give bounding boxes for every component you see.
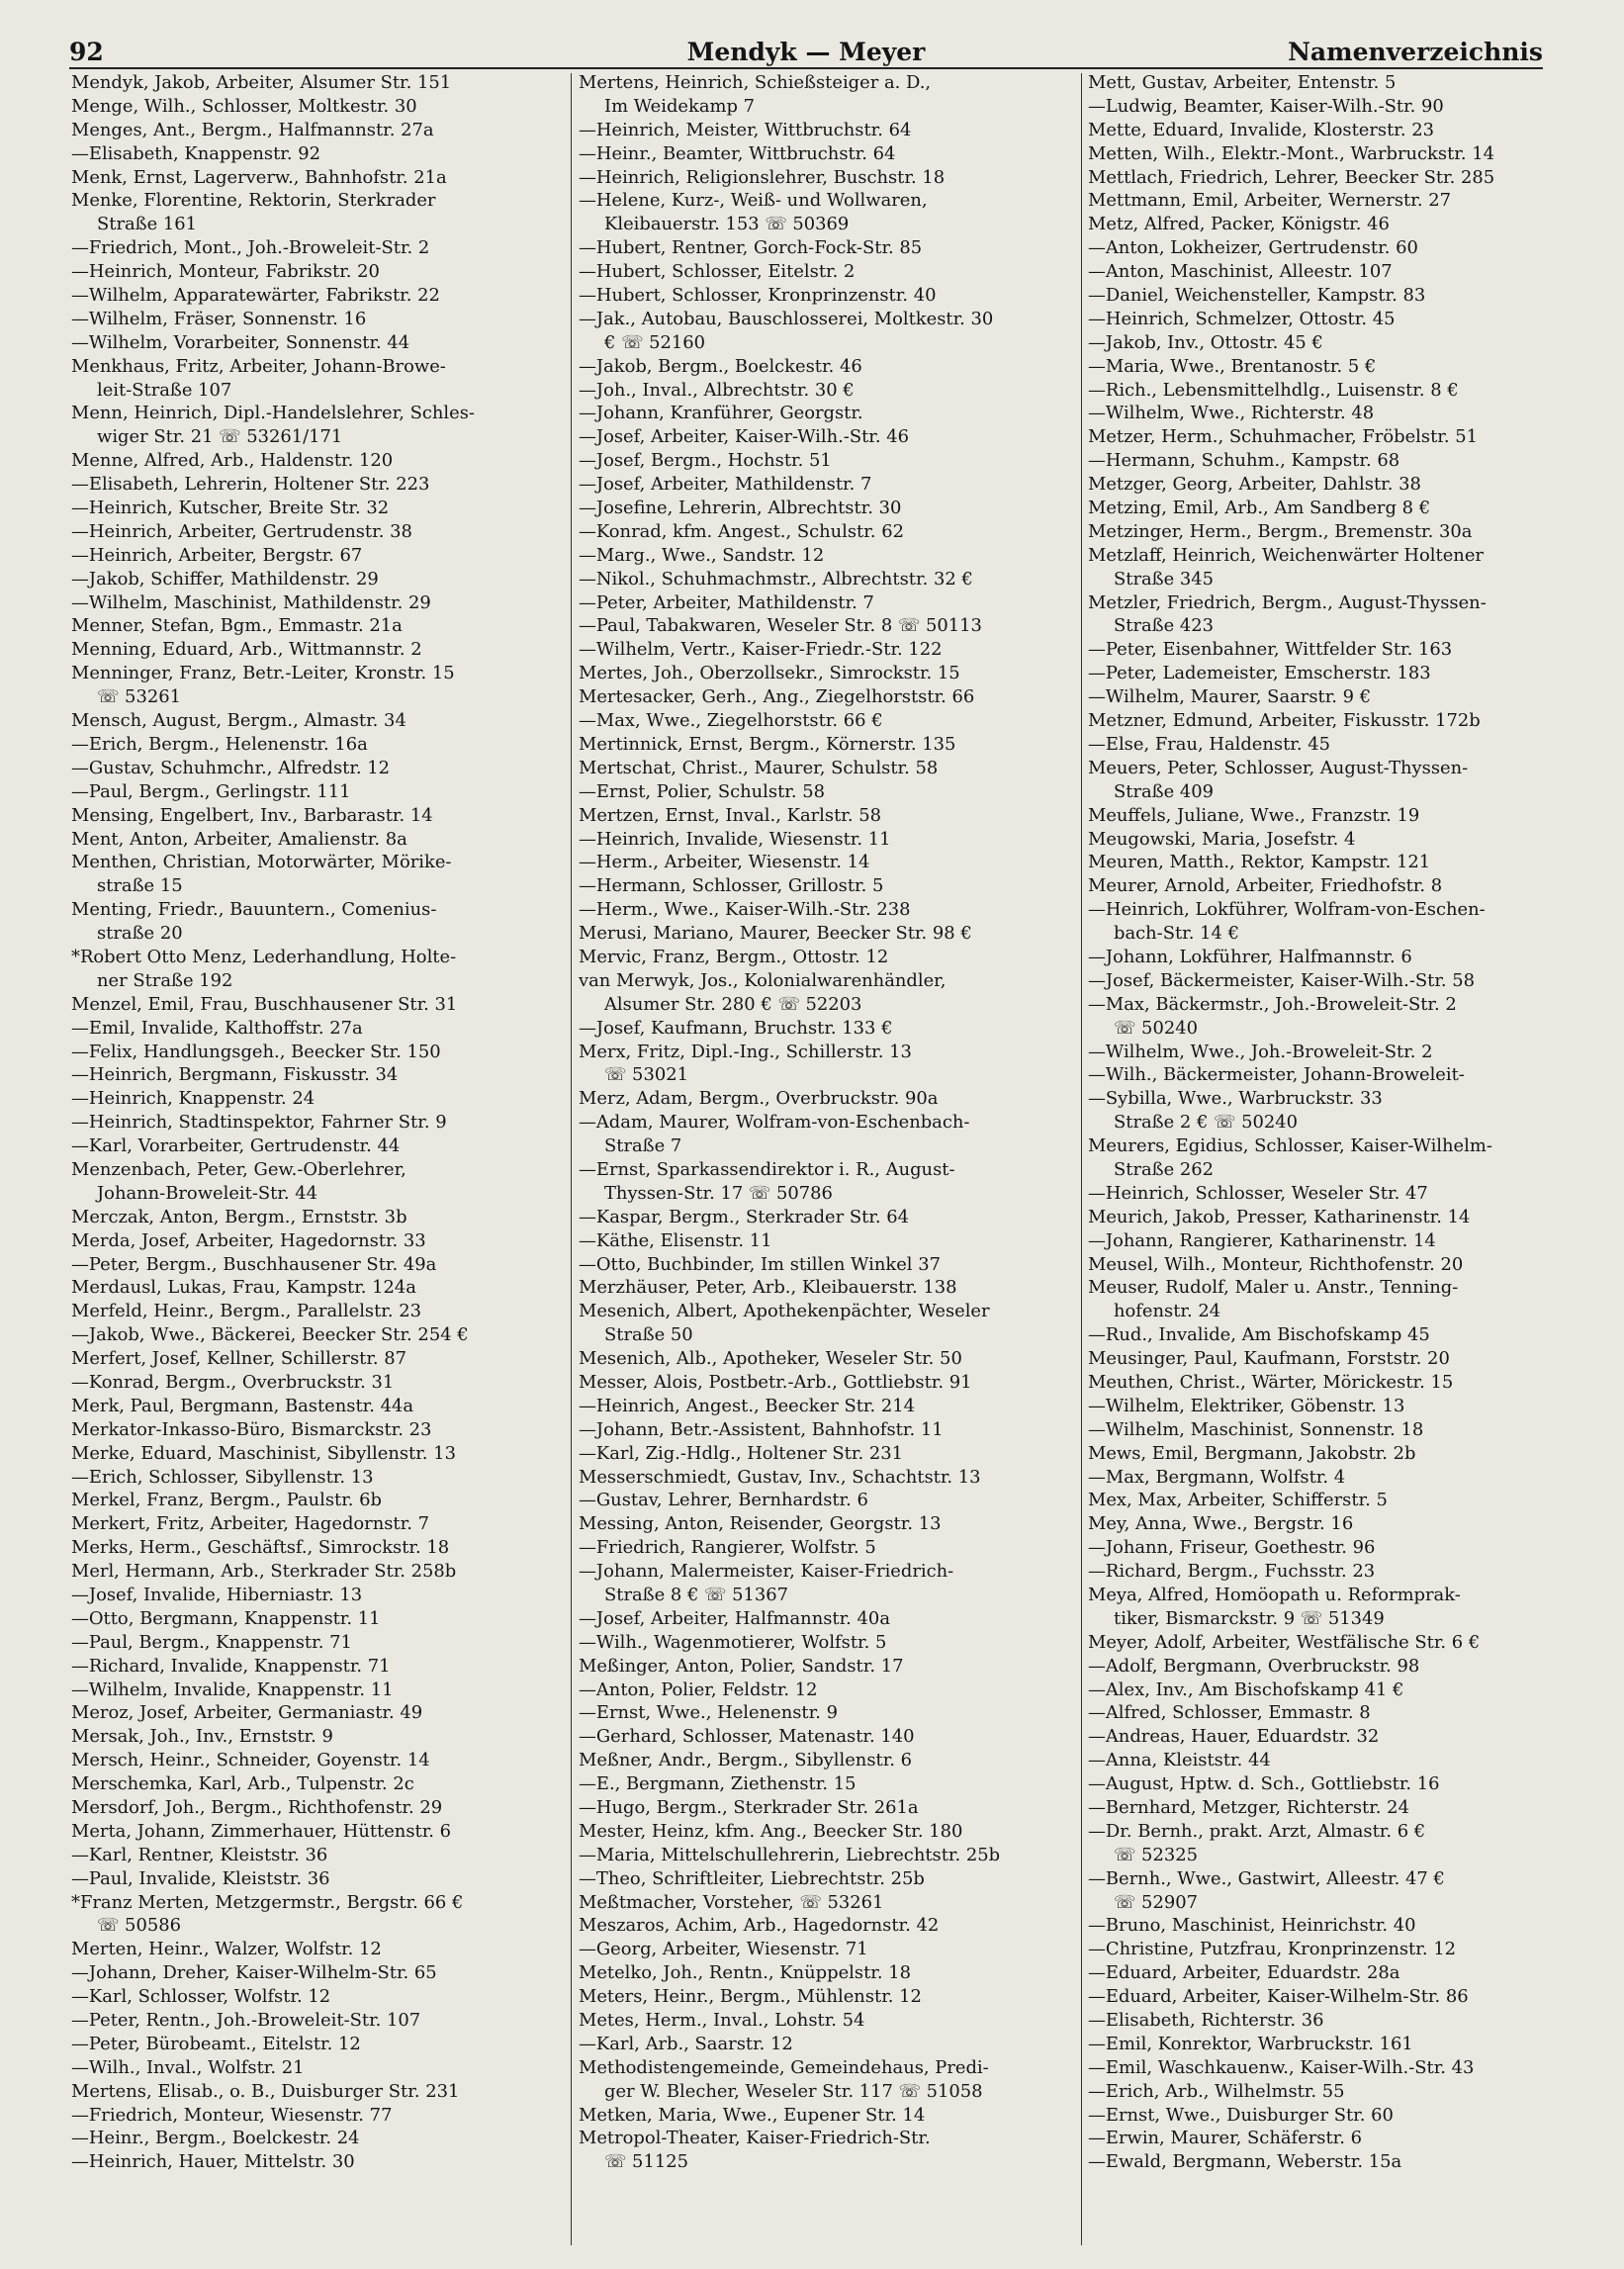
directory-entry: —Ernst, Wwe., Duisburger Str. 60: [1088, 2104, 1394, 2126]
entry-continuation: ner Straße 192: [97, 969, 233, 991]
directory-entry: —Friedrich, Monteur, Wiesenstr. 77: [71, 2104, 393, 2126]
directory-entry: Metropol-Theater, Kaiser-Friedrich-Str.: [579, 2128, 931, 2149]
directory-entry: —Elisabeth, Knappenstr. 92: [71, 142, 321, 164]
running-title: Mendyk — Meyer: [686, 38, 926, 66]
directory-entry: Menzenbach, Peter, Gew.-Oberlehrer,: [71, 1158, 406, 1180]
directory-entry: —Hubert, Schlosser, Eitelstr. 2: [579, 261, 856, 283]
directory-entry: —Emil, Konrektor, Warbruckstr. 161: [1088, 2033, 1413, 2054]
entry-continuation: ☏ 51125: [604, 2151, 688, 2173]
directory-entry: —Heinrich, Schlosser, Weseler Str. 47: [1088, 1182, 1428, 1204]
directory-entry: —Maria, Wwe., Brentanostr. 5 €: [1088, 355, 1377, 377]
directory-entry: Meszaros, Achim, Arb., Hagedornstr. 42: [579, 1915, 940, 1937]
directory-entry: —Hermann, Schuhm., Kampstr. 68: [1088, 450, 1400, 472]
directory-entry: Metken, Maria, Wwe., Eupener Str. 14: [579, 2104, 926, 2126]
entry-continuation: Straße 50: [604, 1324, 693, 1346]
directory-entry: Merfert, Josef, Kellner, Schillerstr. 87: [71, 1348, 407, 1370]
directory-entry: —Heinrich, Arbeiter, Bergstr. 67: [71, 544, 363, 566]
entry-continuation: Straße 2 € ☏ 50240: [1114, 1112, 1298, 1134]
directory-entry: Mensch, August, Bergm., Almastr. 34: [71, 710, 406, 732]
directory-entry: Ment, Anton, Arbeiter, Amalienstr. 8a: [71, 828, 407, 850]
directory-entry: —Konrad, Bergm., Overbruckstr. 31: [71, 1371, 395, 1393]
directory-entry: —Rich., Lebensmittelhdlg., Luisenstr. 8 €: [1088, 379, 1459, 401]
directory-entry: Meurer, Arnold, Arbeiter, Friedhofstr. 8: [1088, 875, 1443, 897]
directory-entry: —Erich, Bergm., Helenenstr. 16a: [71, 733, 368, 755]
directory-entry: Meuren, Matth., Rektor, Kampstr. 121: [1088, 852, 1431, 873]
directory-entry: —Adam, Maurer, Wolfram-von-Eschenbach-: [579, 1112, 970, 1134]
directory-entry: —Wilh., Inval., Wolfstr. 21: [71, 2056, 305, 2078]
directory-entry: —Johann, Kranführer, Georgstr.: [579, 403, 863, 424]
directory-entry: Meßner, Andr., Bergm., Sibyllenstr. 6: [579, 1750, 913, 1771]
directory-entry: —Nikol., Schuhmachmstr., Albrechtstr. 32 €: [579, 568, 973, 590]
directory-entry: Metzer, Herm., Schuhmacher, Fröbelstr. 51: [1088, 426, 1478, 448]
directory-entry: —Hermann, Schlosser, Grillostr. 5: [579, 875, 884, 897]
directory-entry: —Maria, Mittelschullehrerin, Liebrechtstr. 25b: [579, 1844, 1001, 1865]
directory-entry: —Wilhelm, Maurer, Saarstr. 9 €: [1088, 686, 1372, 708]
directory-entry: —Heinrich, Angest., Beecker Str. 214: [579, 1395, 915, 1416]
directory-entry: —Peter, Arbeiter, Mathildenstr. 7: [579, 591, 874, 613]
directory-entry: Metes, Herm., Inval., Lohstr. 54: [579, 2010, 865, 2032]
entry-continuation: bach-Str. 14 €: [1114, 923, 1239, 945]
directory-entry: —Wilh., Bäckermeister, Johann-Broweleit-: [1088, 1064, 1465, 1086]
directory-entry: —Georg, Arbeiter, Wiesenstr. 71: [579, 1939, 868, 1960]
directory-entry: Menke, Florentine, Rektorin, Sterkrader: [71, 190, 436, 212]
directory-entry: Mertens, Elisab., o. B., Duisburger Str. 231: [71, 2080, 460, 2102]
directory-entry: —Heinrich, Meister, Wittbruchstr. 64: [579, 119, 912, 140]
directory-entry: Meurers, Egidius, Schlosser, Kaiser-Wilhelm-: [1088, 1135, 1492, 1157]
directory-entry: —Emil, Waschkauenw., Kaiser-Wilh.-Str. 43: [1088, 2056, 1475, 2078]
directory-entry: —Elisabeth, Richterstr. 36: [1088, 2010, 1324, 2032]
directory-entry: Mervic, Franz, Bergm., Ottostr. 12: [579, 946, 889, 967]
directory-entry: Meuthen, Christ., Wärter, Mörickestr. 15: [1088, 1371, 1454, 1393]
directory-entry: —Jak., Autobau, Bauschlosserei, Moltkestr. 30: [579, 308, 994, 329]
directory-entry: —Johann, Friseur, Goethestr. 96: [1088, 1537, 1376, 1559]
directory-entry: —Bernh., Wwe., Gastwirt, Alleestr. 47 €: [1088, 1867, 1445, 1889]
directory-entry: Meusinger, Paul, Kaufmann, Forststr. 20: [1088, 1348, 1450, 1370]
directory-entry: —Wilhelm, Vorarbeiter, Sonnenstr. 44: [71, 331, 410, 353]
directory-entry: —E., Bergmann, Ziethenstr. 15: [579, 1773, 857, 1795]
directory-entry: —Elisabeth, Lehrerin, Holtener Str. 223: [71, 474, 430, 496]
directory-entry: —Joh., Inval., Albrechtstr. 30 €: [579, 379, 855, 401]
directory-entry: —Wilhelm, Wwe., Joh.-Broweleit-Str. 2: [1088, 1041, 1433, 1062]
directory-entry: Menting, Friedr., Bauuntern., Comenius-: [71, 899, 437, 921]
directory-entry: Messer, Alois, Postbetr.-Arb., Gottliebstr. 91: [579, 1371, 972, 1393]
directory-entry: Mesenich, Alb., Apotheker, Weseler Str. 50: [579, 1348, 962, 1370]
entry-continuation: tiker, Bismarckstr. 9 ☏ 51349: [1114, 1607, 1385, 1629]
directory-entry: Meusel, Wilh., Monteur, Richthofenstr. 20: [1088, 1253, 1464, 1275]
directory-entry: —Konrad, kfm. Angest., Schulstr. 62: [579, 520, 904, 542]
directory-entry: —Ewald, Bergmann, Weberstr. 15a: [1088, 2151, 1402, 2173]
directory-entry: Metzler, Friedrich, Bergm., August-Thyssen-: [1088, 591, 1487, 613]
entry-continuation: ger W. Blecher, Weseler Str. 117 ☏ 51058: [604, 2080, 983, 2102]
directory-entry: —Wilhelm, Vertr., Kaiser-Friedr.-Str. 122: [579, 639, 943, 661]
directory-entry: —Josefine, Lehrerin, Albrechtstr. 30: [579, 498, 902, 519]
directory-entry: —Gustav, Lehrer, Bernhardstr. 6: [579, 1490, 868, 1511]
directory-entry: Menthen, Christian, Motorwärter, Mörike-: [71, 852, 452, 873]
directory-entry: Messerschmiedt, Gustav, Inv., Schachtstr. 13: [579, 1466, 981, 1488]
directory-entry: Menning, Eduard, Arb., Wittmannstr. 2: [71, 639, 422, 661]
directory-entry: Metelko, Joh., Rentn., Knüppelstr. 18: [579, 1962, 911, 1984]
directory-entry: —Herm., Wwe., Kaiser-Wilh.-Str. 238: [579, 899, 911, 921]
directory-entry: —Peter, Rentn., Joh.-Broweleit-Str. 107: [71, 2010, 421, 2032]
directory-entry: Mews, Emil, Bergmann, Jakobstr. 2b: [1088, 1442, 1416, 1464]
directory-entry: Mersak, Joh., Inv., Ernststr. 9: [71, 1726, 333, 1748]
directory-entry: Meßinger, Anton, Polier, Sandstr. 17: [579, 1655, 904, 1677]
directory-entry: —Johann, Betr.-Assistent, Bahnhofstr. 11: [579, 1418, 944, 1440]
directory-entry: —Helene, Kurz-, Weiß- und Wollwaren,: [579, 190, 928, 212]
directory-entry: —Käthe, Elisenstr. 11: [579, 1229, 772, 1251]
directory-entry: —Friedrich, Rangierer, Wolfstr. 5: [579, 1537, 876, 1559]
directory-entry: —Heinrich, Hauer, Mittelstr. 30: [71, 2151, 355, 2173]
directory-entry: —Heinrich, Invalide, Wiesenstr. 11: [579, 828, 891, 850]
directory-entry: —Anna, Kleiststr. 44: [1088, 1750, 1271, 1771]
directory-entry: Merkator-Inkasso-Büro, Bismarckstr. 23: [71, 1418, 432, 1440]
directory-entry: —Josef, Kaufmann, Bruchstr. 133 €: [579, 1017, 893, 1039]
directory-entry: Meyer, Adolf, Arbeiter, Westfälische Str. 6 €: [1088, 1631, 1481, 1653]
directory-entry: Mett, Gustav, Arbeiter, Entenstr. 5: [1088, 72, 1397, 93]
directory-entry: Menges, Ant., Bergm., Halfmannstr. 27a: [71, 119, 434, 140]
directory-entry: van Merwyk, Jos., Kolonialwarenhändler,: [579, 969, 947, 991]
directory-entry: —Hubert, Schlosser, Kronprinzenstr. 40: [579, 285, 937, 307]
directory-entry: —Ludwig, Beamter, Kaiser-Wilh.-Str. 90: [1088, 95, 1444, 117]
directory-entry: —Josef, Arbeiter, Mathildenstr. 7: [579, 474, 872, 496]
entry-continuation: Straße 423: [1114, 615, 1215, 637]
directory-entry: —Josef, Bäckermeister, Kaiser-Wilh.-Str. 58: [1088, 969, 1476, 991]
directory-entry: —Felix, Handlungsgeh., Beecker Str. 150: [71, 1041, 441, 1062]
page-number: 92: [69, 38, 104, 66]
directory-entry: Menk, Ernst, Lagerverw., Bahnhofstr. 21a: [71, 166, 447, 188]
directory-entry: Menge, Wilh., Schlosser, Moltkestr. 30: [71, 95, 417, 117]
directory-entry: Mendyk, Jakob, Arbeiter, Alsumer Str. 151: [71, 72, 452, 93]
directory-entry: —Heinrich, Stadtinspektor, Fahrner Str. 9: [71, 1112, 447, 1134]
directory-entry: —Paul, Bergm., Gerlingstr. 111: [71, 780, 351, 802]
column-divider: [1081, 73, 1082, 2245]
directory-entry: —Adolf, Bergmann, Overbruckstr. 98: [1088, 1655, 1420, 1677]
directory-entry: Menn, Heinrich, Dipl.-Handelslehrer, Schles-: [71, 403, 475, 424]
directory-entry: Mertesacker, Gerh., Ang., Ziegelhorststr. 66: [579, 686, 975, 708]
directory-entry: Mertens, Heinrich, Schießsteiger a. D.,: [579, 72, 932, 93]
directory-entry: Meurich, Jakob, Presser, Katharinenstr. 14: [1088, 1206, 1471, 1227]
directory-entry: —Wilhelm, Fräser, Sonnenstr. 16: [71, 308, 367, 329]
entry-continuation: Straße 345: [1114, 568, 1215, 590]
directory-entry: —Johann, Malermeister, Kaiser-Friedrich-: [579, 1561, 954, 1583]
directory-entry: —Heinr., Beamter, Wittbruchstr. 64: [579, 142, 896, 164]
directory-entry: —Ernst, Wwe., Helenenstr. 9: [579, 1702, 838, 1724]
directory-entry: —Max, Wwe., Ziegelhorststr. 66 €: [579, 710, 883, 732]
entry-continuation: Straße 409: [1114, 780, 1215, 802]
directory-entry: —Alex, Inv., Am Bischofskamp 41 €: [1088, 1679, 1404, 1700]
directory-entry: Mey, Anna, Wwe., Bergstr. 16: [1088, 1513, 1354, 1535]
directory-entry: Merks, Herm., Geschäftsf., Simrockstr. 18: [71, 1537, 450, 1559]
directory-entry: —Paul, Bergm., Knappenstr. 71: [71, 1631, 352, 1653]
directory-entry: —Anton, Polier, Feldstr. 12: [579, 1679, 818, 1700]
directory-entry: —Wilh., Wagenmotierer, Wolfstr. 5: [579, 1631, 887, 1653]
entry-continuation: Im Weidekamp 7: [604, 95, 755, 117]
directory-entry: —Erwin, Maurer, Schäferstr. 6: [1088, 2128, 1362, 2149]
entry-continuation: Johann-Broweleit-Str. 44: [97, 1182, 318, 1204]
directory-entry: *Franz Merten, Metzgermstr., Bergstr. 66 €: [71, 1891, 464, 1913]
entry-continuation: Straße 8 € ☏ 51367: [604, 1585, 788, 1605]
directory-entry: Metzinger, Herm., Bergm., Bremenstr. 30a: [1088, 520, 1473, 542]
directory-entry: —Hubert, Rentner, Gorch-Fock-Str. 85: [579, 237, 923, 259]
entry-continuation: straße 20: [97, 923, 183, 945]
entry-continuation: Alsumer Str. 280 € ☏ 52203: [604, 993, 862, 1015]
directory-entry: Meugowski, Maria, Josefstr. 4: [1088, 828, 1356, 850]
entry-continuation: leit-Straße 107: [97, 379, 232, 401]
directory-entry: —Ernst, Polier, Schulstr. 58: [579, 780, 825, 802]
directory-entry: Metten, Wilh., Elektr.-Mont., Warbruckstr. 14: [1088, 142, 1494, 164]
page-header: [69, 32, 1543, 71]
directory-entry: —Peter, Bürobeamt., Eitelstr. 12: [71, 2033, 361, 2054]
directory-entry: —Johann, Lokführer, Halfmannstr. 6: [1088, 946, 1412, 967]
header-rule: [69, 67, 1543, 69]
directory-entry: —Emil, Invalide, Kalthoffstr. 27a: [71, 1017, 363, 1039]
directory-entry: —Karl, Arb., Saarstr. 12: [579, 2033, 793, 2054]
directory-entry: Meuffels, Juliane, Wwe., Franzstr. 19: [1088, 804, 1420, 826]
entry-continuation: ☏ 50240: [1114, 1017, 1198, 1039]
directory-entry: Merl, Hermann, Arb., Sterkrader Str. 258b: [71, 1561, 457, 1583]
directory-entry: —Andreas, Hauer, Eduardstr. 32: [1088, 1726, 1380, 1748]
directory-entry: —Otto, Buchbinder, Im stillen Winkel 37: [579, 1253, 941, 1275]
directory-entry: Mertschat, Christ., Maurer, Schulstr. 58: [579, 757, 939, 778]
directory-entry: Menner, Stefan, Bgm., Emmastr. 21a: [71, 615, 403, 637]
entry-continuation: Thyssen-Str. 17 ☏ 50786: [604, 1182, 833, 1204]
directory-entry: Merfeld, Heinr., Bergm., Parallelstr. 23: [71, 1301, 422, 1322]
directory-entry: Menkhaus, Fritz, Arbeiter, Johann-Browe-: [71, 355, 446, 377]
directory-entry: Mesenich, Albert, Apothekenpächter, Weseler: [579, 1301, 990, 1322]
directory-entry: —Heinrich, Monteur, Fabrikstr. 20: [71, 261, 380, 283]
directory-entry: —Johann, Dreher, Kaiser-Wilhelm-Str. 65: [71, 1962, 437, 1984]
entry-continuation: Straße 7: [604, 1135, 682, 1157]
directory-entry: —Sybilla, Wwe., Warbruckstr. 33: [1088, 1088, 1383, 1110]
directory-entry: Merda, Josef, Arbeiter, Hagedornstr. 33: [71, 1229, 426, 1251]
directory-entry: —Hugo, Bergm., Sterkrader Str. 261a: [579, 1797, 919, 1819]
directory-entry: Meßtmacher, Vorsteher, ☏ 53261: [579, 1891, 884, 1913]
directory-entry: —Heinrich, Schmelzer, Ottostr. 45: [1088, 308, 1396, 329]
directory-entry: Meuers, Peter, Schlosser, August-Thyssen-: [1088, 757, 1469, 778]
directory-entry: —Marg., Wwe., Sandstr. 12: [579, 544, 825, 566]
directory-entry: —Wilhelm, Elektriker, Göbenstr. 13: [1088, 1395, 1405, 1416]
directory-entry: —Else, Frau, Haldenstr. 45: [1088, 733, 1330, 755]
directory-entry: Menne, Alfred, Arb., Haldenstr. 120: [71, 450, 394, 472]
directory-entry: Mertzen, Ernst, Inval., Karlstr. 58: [579, 804, 881, 826]
directory-entry: —Max, Bäckermstr., Joh.-Broweleit-Str. 2: [1088, 993, 1457, 1015]
directory-entry: —Theo, Schriftleiter, Liebrechtstr. 25b: [579, 1867, 925, 1889]
directory-entry: *Robert Otto Menz, Lederhandlung, Holte-: [71, 946, 457, 967]
directory-entry: —Jakob, Wwe., Bäckerei, Beecker Str. 254 €: [71, 1324, 469, 1346]
directory-entry: —Paul, Tabakwaren, Weseler Str. 8 ☏ 50113: [579, 615, 982, 637]
entry-continuation: Straße 262: [1114, 1158, 1215, 1180]
directory-entry: Metzlaff, Heinrich, Weichenwärter Holtener: [1088, 544, 1484, 566]
directory-entry: Merusi, Mariano, Maurer, Beecker Str. 98 €: [579, 923, 972, 945]
directory-entry: Merke, Eduard, Maschinist, Sibyllenstr. 13: [71, 1442, 456, 1464]
directory-entry: —Wilhelm, Invalide, Knappenstr. 11: [71, 1679, 394, 1700]
directory-entry: Mettmann, Emil, Arbeiter, Wernerstr. 27: [1088, 190, 1451, 212]
directory-entry: —Jakob, Bergm., Boelckestr. 46: [579, 355, 862, 377]
directory-entry: —Anton, Lokheizer, Gertrudenstr. 60: [1088, 237, 1418, 259]
directory-entry: —Jakob, Schiffer, Mathildenstr. 29: [71, 568, 379, 590]
directory-entry: —Gerhard, Schlosser, Matenastr. 140: [579, 1726, 915, 1748]
entry-continuation: hofenstr. 24: [1114, 1301, 1221, 1322]
directory-entry: Metz, Alfred, Packer, Königstr. 46: [1088, 214, 1390, 235]
directory-entry: Mester, Heinz, kfm. Ang., Beecker Str. 180: [579, 1820, 963, 1842]
entry-continuation: ☏ 52325: [1114, 1844, 1198, 1865]
entry-continuation: Kleibauerstr. 153 ☏ 50369: [604, 214, 850, 235]
directory-entry: —Anton, Maschinist, Alleestr. 107: [1088, 261, 1393, 283]
entry-continuation: wiger Str. 21 ☏ 53261/171: [97, 426, 343, 448]
directory-entry: —Karl, Zig.-Hdlg., Holtener Str. 231: [579, 1442, 903, 1464]
directory-entry: —Friedrich, Mont., Joh.-Broweleit-Str. 2: [71, 237, 430, 259]
directory-entry: —Daniel, Weichensteller, Kampstr. 83: [1088, 285, 1426, 307]
directory-entry: Mettlach, Friedrich, Lehrer, Beecker Str. 285: [1088, 166, 1495, 188]
directory-entry: —Richard, Invalide, Knappenstr. 71: [71, 1655, 391, 1677]
directory-entry: Mersch, Heinr., Schneider, Goyenstr. 14: [71, 1750, 430, 1771]
directory-entry: —Eduard, Arbeiter, Eduardstr. 28a: [1088, 1962, 1400, 1984]
directory-entry: —Bernhard, Metzger, Richterstr. 24: [1088, 1797, 1409, 1819]
entry-continuation: Straße 161: [97, 214, 198, 235]
directory-entry: Merzhäuser, Peter, Arb., Kleibauerstr. 138: [579, 1277, 957, 1299]
directory-entry: —Peter, Eisenbahner, Wittfelder Str. 163: [1088, 639, 1453, 661]
directory-entry: Meters, Heinr., Bergm., Mühlenstr. 12: [579, 1986, 922, 2008]
directory-entry: Metzger, Georg, Arbeiter, Dahlstr. 38: [1088, 474, 1421, 496]
directory-entry: —Christine, Putzfrau, Kronprinzenstr. 12: [1088, 1939, 1456, 1960]
directory-entry: Messing, Anton, Reisender, Georgstr. 13: [579, 1513, 942, 1535]
directory-entry: —Heinrich, Arbeiter, Gertrudenstr. 38: [71, 520, 412, 542]
directory-entry: —Josef, Arbeiter, Kaiser-Wilh.-Str. 46: [579, 426, 910, 448]
directory-entry: —Paul, Invalide, Kleiststr. 36: [71, 1867, 330, 1889]
directory-entry: Mersdorf, Joh., Bergm., Richthofenstr. 29: [71, 1797, 443, 1819]
directory-entry: —Kaspar, Bergm., Sterkrader Str. 64: [579, 1206, 910, 1227]
directory-entry: —Heinrich, Knappenstr. 24: [71, 1088, 316, 1110]
directory-entry: —Otto, Bergmann, Knappenstr. 11: [71, 1607, 381, 1629]
directory-column-1: [71, 71, 566, 2247]
directory-entry: Methodistengemeinde, Gemeindehaus, Predi-: [579, 2056, 989, 2078]
directory-entry: —Peter, Bergm., Buschhausener Str. 49a: [71, 1253, 437, 1275]
directory-entry: —Wilhelm, Wwe., Richterstr. 48: [1088, 403, 1375, 424]
entry-continuation: ☏ 53261: [97, 686, 181, 708]
directory-entry: Merschemka, Karl, Arb., Tulpenstr. 2c: [71, 1773, 414, 1795]
directory-entry: —Johann, Rangierer, Katharinenstr. 14: [1088, 1229, 1436, 1251]
directory-entry: —Max, Bergmann, Wolfstr. 4: [1088, 1466, 1346, 1488]
entry-continuation: straße 15: [97, 875, 183, 897]
directory-entry: —Jakob, Inv., Ottostr. 45 €: [1088, 331, 1323, 353]
column-divider: [571, 73, 572, 2245]
directory-entry: —Heinr., Bergm., Boelckestr. 24: [71, 2128, 360, 2149]
directory-entry: —Erich, Schlosser, Sibyllenstr. 13: [71, 1466, 374, 1488]
directory-entry: —Ernst, Sparkassendirektor i. R., August-: [579, 1158, 955, 1180]
directory-entry: —Peter, Lademeister, Emscherstr. 183: [1088, 663, 1431, 684]
directory-entry: —Karl, Rentner, Kleiststr. 36: [71, 1844, 328, 1865]
directory-entry: Merz, Adam, Bergm., Overbruckstr. 90a: [579, 1088, 939, 1110]
directory-entry: —Alfred, Schlosser, Emmastr. 8: [1088, 1702, 1371, 1724]
directory-entry: —Karl, Schlosser, Wolfstr. 12: [71, 1986, 331, 2008]
directory-entry: —Eduard, Arbeiter, Kaiser-Wilhelm-Str. 86: [1088, 1986, 1469, 2008]
directory-entry: Menzel, Emil, Frau, Buschhausener Str. 31: [71, 993, 458, 1015]
directory-entry: —Heinrich, Bergmann, Fiskusstr. 34: [71, 1064, 399, 1086]
directory-entry: —Gustav, Schuhmchr., Alfredstr. 12: [71, 757, 391, 778]
directory-entry: —Wilhelm, Maschinist, Mathildenstr. 29: [71, 591, 431, 613]
directory-entry: —Dr. Bernh., prakt. Arzt, Almastr. 6 €: [1088, 1820, 1426, 1842]
section-title: Namenverzeichnis: [1288, 38, 1543, 66]
directory-entry: —Heinrich, Kutscher, Breite Str. 32: [71, 498, 390, 519]
directory-entry: Meroz, Josef, Arbeiter, Germaniastr. 49: [71, 1702, 423, 1724]
directory-entry: —Josef, Bergm., Hochstr. 51: [579, 450, 832, 472]
directory-entry: —Karl, Vorarbeiter, Gertrudenstr. 44: [71, 1135, 401, 1157]
directory-entry: Mensing, Engelbert, Inv., Barbarastr. 14: [71, 804, 433, 826]
directory-entry: Mex, Max, Arbeiter, Schifferstr. 5: [1088, 1490, 1388, 1511]
directory-entry: —Bruno, Maschinist, Heinrichstr. 40: [1088, 1915, 1416, 1937]
directory-entry: —Richard, Bergm., Fuchsstr. 23: [1088, 1561, 1376, 1583]
directory-entry: —Erich, Arb., Wilhelmstr. 55: [1088, 2080, 1345, 2102]
directory-entry: Meuser, Rudolf, Maler u. Anstr., Tenning-: [1088, 1277, 1459, 1299]
directory-entry: Metzing, Emil, Arb., Am Sandberg 8 €: [1088, 498, 1431, 519]
directory-entry: Merkert, Fritz, Arbeiter, Hagedornstr. 7: [71, 1513, 429, 1535]
entry-continuation: ☏ 53021: [604, 1064, 688, 1086]
directory-entry: Mertes, Joh., Oberzollsekr., Simrockstr. 15: [579, 663, 960, 684]
directory-entry: Merta, Johann, Zimmerhauer, Hüttenstr. 6: [71, 1820, 452, 1842]
directory-entry: Merten, Heinr., Walzer, Wolfstr. 12: [71, 1939, 382, 1960]
directory-entry: —Wilhelm, Apparatewärter, Fabrikstr. 22: [71, 285, 440, 307]
entry-continuation: ☏ 50586: [97, 1915, 181, 1937]
directory-entry: —Wilhelm, Maschinist, Sonnenstr. 18: [1088, 1418, 1424, 1440]
directory-entry: —Josef, Arbeiter, Halfmannstr. 40a: [579, 1607, 890, 1629]
directory-entry: Merx, Fritz, Dipl.-Ing., Schillerstr. 13: [579, 1041, 912, 1062]
directory-entry: —Rud., Invalide, Am Bischofskamp 45: [1088, 1324, 1430, 1346]
directory-column-3: [1088, 71, 1582, 2247]
directory-entry: Menninger, Franz, Betr.-Leiter, Kronstr. 15: [71, 663, 455, 684]
directory-entry: Mertinnick, Ernst, Bergm., Körnerstr. 135: [579, 733, 956, 755]
directory-column-2: [579, 71, 1073, 2247]
directory-entry: —August, Hptw. d. Sch., Gottliebstr. 16: [1088, 1773, 1440, 1795]
directory-entry: —Heinrich, Lokführer, Wolfram-von-Eschen-: [1088, 899, 1486, 921]
directory-entry: —Herm., Arbeiter, Wiesenstr. 14: [579, 852, 870, 873]
directory-entry: Merdausl, Lukas, Frau, Kampstr. 124a: [71, 1277, 416, 1299]
directory-entry: —Heinrich, Religionslehrer, Buschstr. 18: [579, 166, 946, 188]
directory-entry: Metzner, Edmund, Arbeiter, Fiskusstr. 172b: [1088, 710, 1481, 732]
directory-entry: Mette, Eduard, Invalide, Klosterstr. 23: [1088, 119, 1435, 140]
entry-continuation: ☏ 52907: [1114, 1891, 1198, 1913]
directory-entry: Merczak, Anton, Bergm., Ernststr. 3b: [71, 1206, 407, 1227]
entry-continuation: € ☏ 52160: [604, 331, 706, 353]
directory-entry: —Josef, Invalide, Hiberniastr. 13: [71, 1585, 363, 1605]
directory-entry: Merkel, Franz, Bergm., Paulstr. 6b: [71, 1490, 383, 1511]
directory-entry: Meya, Alfred, Homöopath u. Reformprak-: [1088, 1585, 1461, 1605]
directory-entry: Merk, Paul, Bergmann, Bastenstr. 44a: [71, 1395, 414, 1416]
